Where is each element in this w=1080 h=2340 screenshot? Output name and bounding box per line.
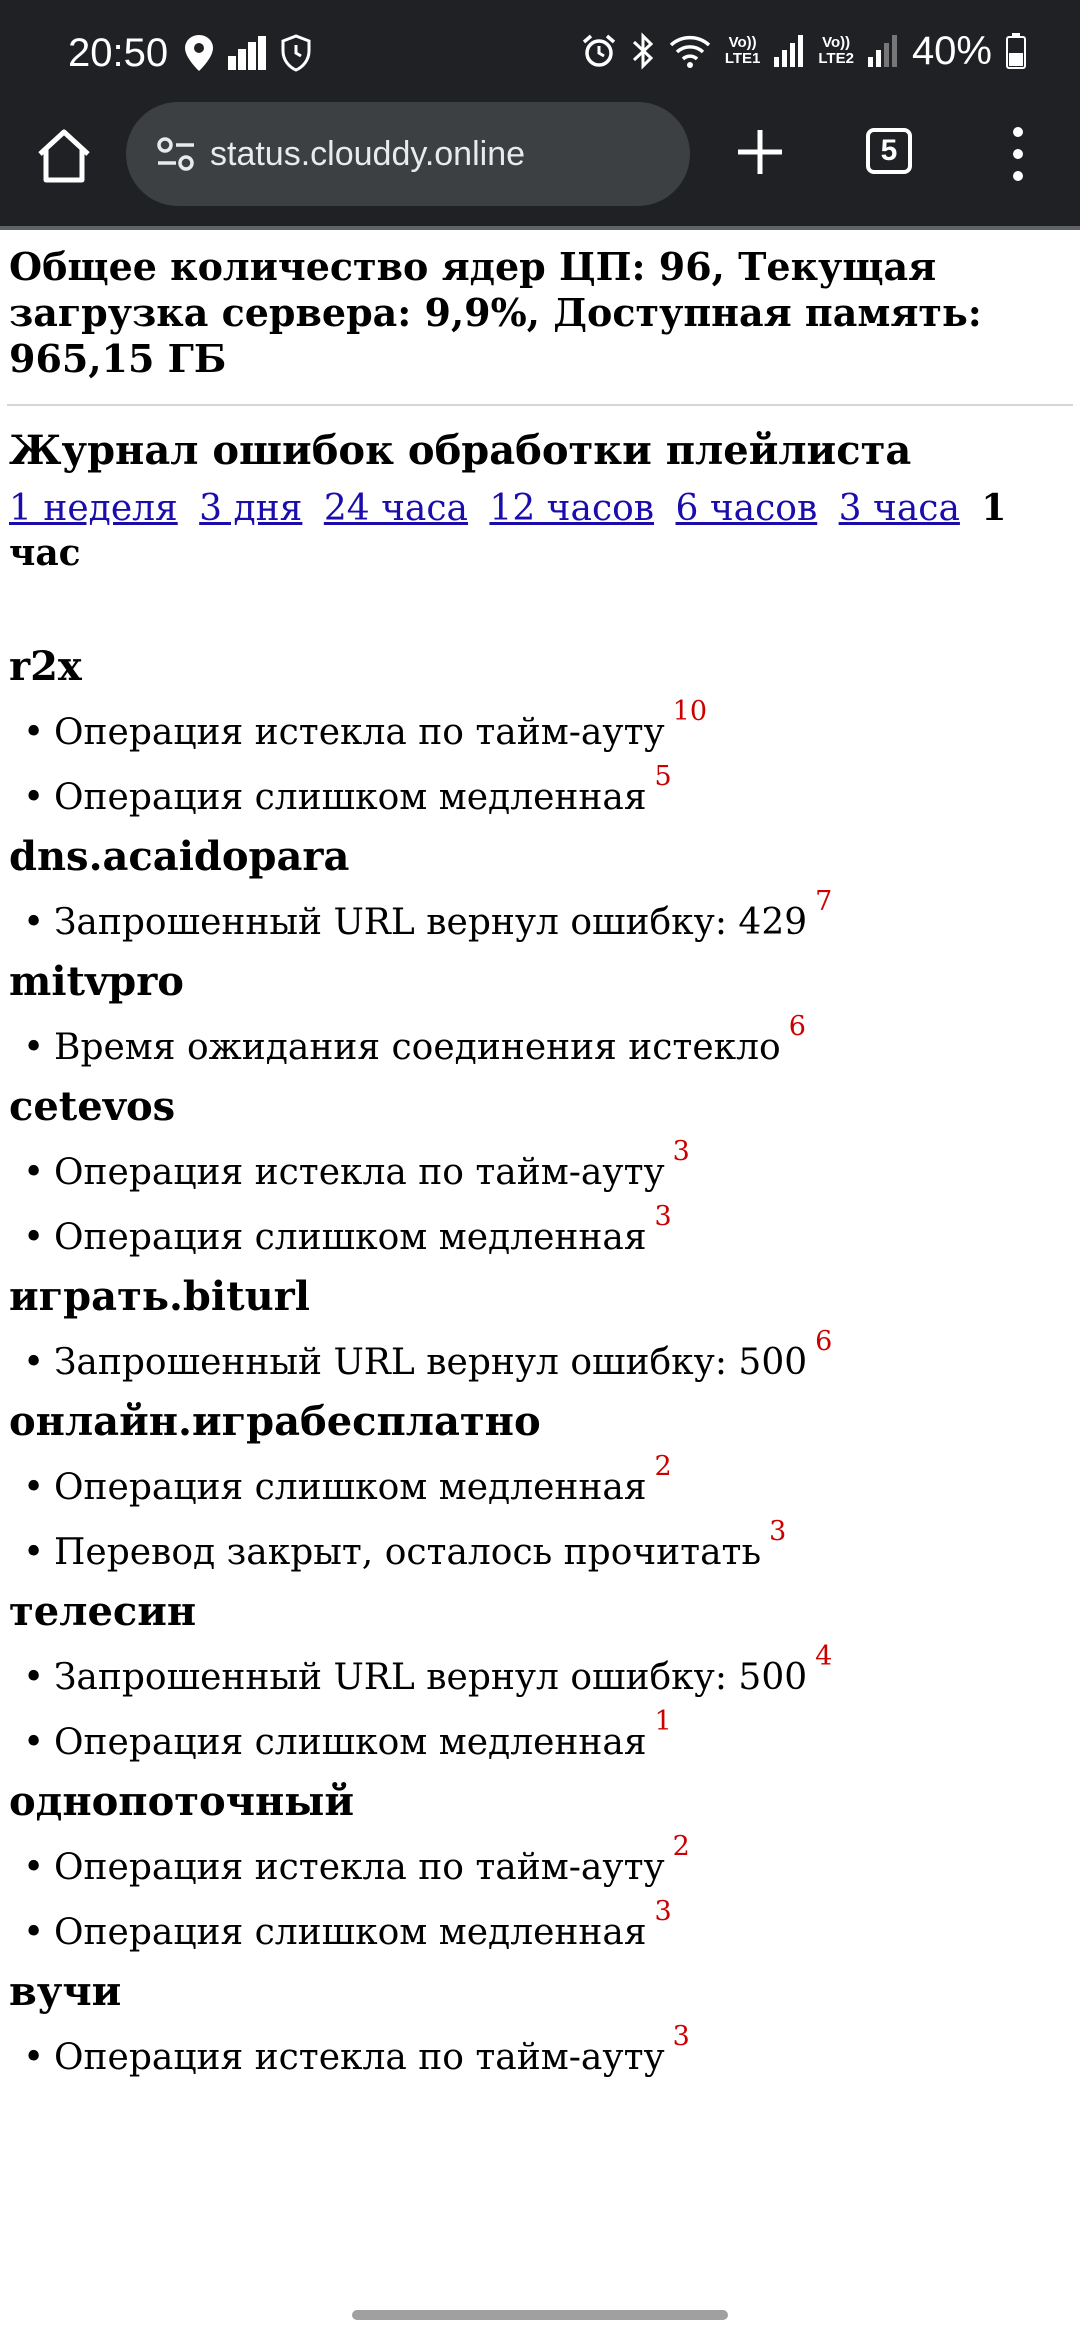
source-name: онлайн.играбесплатно bbox=[9, 1398, 541, 1445]
error-item bbox=[9, 1136, 1071, 1207]
error-item bbox=[9, 1011, 1071, 1082]
period-link[interactable]: 12 часов bbox=[489, 488, 655, 529]
error-text: Перевод закрыт, осталось прочитать bbox=[54, 1532, 762, 1573]
error-count: 1 bbox=[654, 1706, 672, 1737]
browser-chrome bbox=[0, 0, 1080, 228]
error-list bbox=[9, 1011, 1071, 1082]
bluetooth-icon bbox=[631, 32, 655, 70]
error-count: 10 bbox=[672, 696, 708, 727]
source-name: mitvpro bbox=[9, 958, 184, 1005]
divider bbox=[7, 404, 1073, 406]
error-count: 2 bbox=[654, 1451, 672, 1482]
site-settings-icon[interactable] bbox=[156, 136, 196, 172]
error-text: Операция слишком медленная bbox=[54, 1722, 647, 1763]
more-menu-icon[interactable] bbox=[1000, 122, 1036, 186]
error-count: 6 bbox=[815, 1326, 833, 1357]
error-text: Операция слишком медленная bbox=[54, 777, 647, 818]
address-bar[interactable] bbox=[126, 102, 690, 206]
source-name: однопоточный bbox=[9, 1778, 355, 1825]
error-item bbox=[9, 886, 1071, 957]
error-text: Запрошенный URL вернул ошибку: 500 bbox=[54, 1342, 808, 1383]
page-title: Журнал ошибок обработки плейлиста bbox=[9, 427, 912, 474]
error-text: Операция истекла по тайм-ауту bbox=[54, 2037, 665, 2078]
error-count: 5 bbox=[654, 761, 672, 792]
sim2-signal-icon bbox=[868, 35, 898, 67]
error-item bbox=[9, 1641, 1071, 1712]
error-item bbox=[9, 696, 1071, 767]
alarm-icon bbox=[581, 33, 617, 69]
error-count: 3 bbox=[672, 2021, 690, 2052]
source-name: cetevos bbox=[9, 1083, 176, 1130]
source-list bbox=[9, 642, 1071, 2092]
error-item bbox=[9, 761, 1071, 832]
error-count: 3 bbox=[654, 1896, 672, 1927]
error-list bbox=[9, 1451, 1071, 1587]
source-name: телесин bbox=[9, 1588, 197, 1635]
period-link[interactable]: 3 часа bbox=[838, 488, 960, 529]
period-filter bbox=[9, 486, 1071, 576]
error-text: Операция слишком медленная bbox=[54, 1217, 647, 1258]
shield-icon bbox=[280, 34, 312, 72]
error-count: 2 bbox=[672, 1831, 690, 1862]
error-item bbox=[9, 1831, 1071, 1902]
error-item bbox=[9, 2021, 1071, 2092]
source-name: r2x bbox=[9, 643, 82, 690]
error-text: Время ожидания соединения истекло bbox=[54, 1027, 781, 1068]
new-tab-icon[interactable] bbox=[730, 122, 790, 182]
error-list bbox=[9, 696, 1071, 832]
error-count: 4 bbox=[815, 1641, 833, 1672]
toolbar-divider bbox=[0, 226, 1080, 230]
browser-toolbar bbox=[0, 100, 1080, 228]
server-summary: Общее количество ядер ЦП: 96, Текущая загрузка сервера: 9,9%, Доступная память: 965,15 ГБ bbox=[9, 244, 982, 381]
period-link[interactable]: 3 дня bbox=[199, 488, 303, 529]
error-list bbox=[9, 1831, 1071, 1967]
page-content bbox=[9, 244, 1071, 2092]
error-count: 7 bbox=[815, 886, 833, 917]
error-text: Операция истекла по тайм-ауту bbox=[54, 1847, 665, 1888]
error-item bbox=[9, 1326, 1071, 1397]
error-item bbox=[9, 1706, 1071, 1777]
period-current: 1 час bbox=[9, 487, 1007, 574]
battery-icon bbox=[1006, 33, 1026, 69]
error-text: Запрошенный URL вернул ошибку: 429 bbox=[54, 902, 808, 943]
error-count: 6 bbox=[788, 1011, 806, 1042]
error-list bbox=[9, 1641, 1071, 1777]
period-link[interactable]: 1 неделя bbox=[9, 488, 178, 529]
error-count: 3 bbox=[672, 1136, 690, 1167]
location-icon bbox=[184, 34, 214, 72]
signal-bars-icon bbox=[228, 36, 266, 70]
sim1-label: Vo)) LTE1 bbox=[724, 34, 761, 67]
error-text: Операция слишком медленная bbox=[54, 1467, 647, 1508]
error-count: 3 bbox=[654, 1201, 672, 1232]
wifi-icon bbox=[669, 34, 711, 68]
sim2-label: Vo)) LTE2 bbox=[818, 34, 854, 67]
period-link[interactable]: 24 часа bbox=[323, 488, 468, 529]
source-name: играть.biturl bbox=[9, 1273, 310, 1320]
home-icon[interactable] bbox=[30, 122, 98, 190]
error-item bbox=[9, 1451, 1071, 1522]
error-text: Операция истекла по тайм-ауту bbox=[54, 712, 665, 753]
error-list bbox=[9, 1326, 1071, 1397]
tab-switcher-button[interactable]: 5 bbox=[866, 128, 912, 174]
period-link[interactable]: 6 часов bbox=[675, 488, 818, 529]
error-text: Операция истекла по тайм-ауту bbox=[54, 1152, 665, 1193]
error-list bbox=[9, 886, 1071, 957]
status-time: 20:50 bbox=[68, 31, 169, 75]
status-bar bbox=[0, 0, 1080, 100]
error-item bbox=[9, 1896, 1071, 1967]
source-name: dns.acaidopara bbox=[9, 833, 350, 880]
error-list bbox=[9, 2021, 1071, 2092]
error-text: Операция слишком медленная bbox=[54, 1912, 647, 1953]
sim1-signal-icon bbox=[774, 35, 804, 67]
source-name: вучи bbox=[9, 1968, 122, 2015]
error-item bbox=[9, 1516, 1071, 1587]
error-item bbox=[9, 1201, 1071, 1272]
battery-percent: 40% bbox=[911, 29, 992, 73]
error-text: Запрошенный URL вернул ошибку: 500 bbox=[54, 1657, 808, 1698]
gesture-nav-handle[interactable] bbox=[352, 2310, 728, 2320]
url-text[interactable]: status.clouddy.online bbox=[210, 135, 526, 173]
error-count: 3 bbox=[769, 1516, 787, 1547]
error-list bbox=[9, 1136, 1071, 1272]
